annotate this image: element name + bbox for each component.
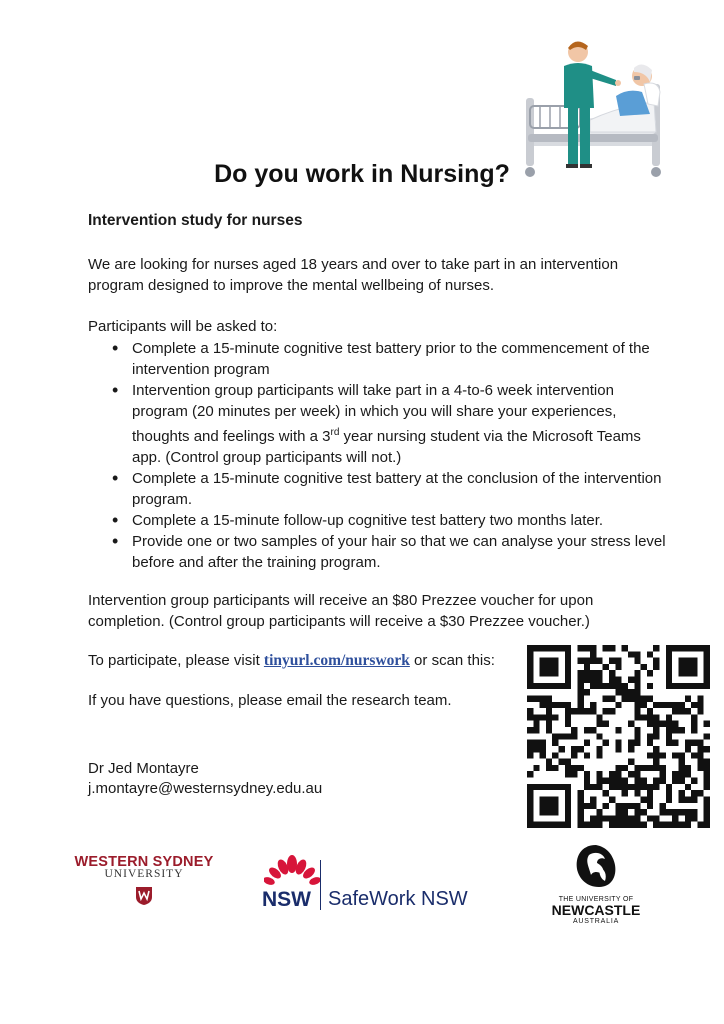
list-item-text: year nursing student via the Microsoft Teams app. (Control group participants will not.) <box>132 428 641 466</box>
newcastle-prefix: THE UNIVERSITY OF <box>558 896 634 903</box>
wsu-logo <box>74 854 214 911</box>
qr-code-icon[interactable] <box>527 645 710 828</box>
seahorse-icon <box>571 843 621 889</box>
study-link[interactable]: tinyurl.com/nurswork <box>263 652 410 669</box>
participate-text: To participate, please visit <box>88 652 264 669</box>
newcastle-name: NEWCASTLE <box>551 902 641 918</box>
reward-paragraph: Intervention group participants will receive an $80 Prezzee voucher for upon completion. (Control group participants will receive a $30 Prezzee voucher.) <box>88 592 594 630</box>
list-item <box>108 380 668 468</box>
list-item <box>108 338 668 380</box>
shield-icon <box>135 886 153 906</box>
list-item <box>108 510 668 531</box>
list-item <box>108 468 668 510</box>
superscript: rd <box>330 427 340 438</box>
waratah-icon <box>264 854 320 888</box>
signer-name: Dr Jed Montayre <box>88 760 199 777</box>
safework-wordmark: SafeWork NSW <box>328 888 468 910</box>
questions-line: If you have questions, please email the research team. <box>88 692 452 709</box>
page-title: Do you work in Nursing? <box>214 160 510 188</box>
requirements-list <box>108 338 668 573</box>
intro-paragraph: We are looking for nurses aged 18 years and over to take part in an intervention program designed to improve the mental wellbeing of nurses. <box>88 256 619 294</box>
list-item-text: Provide one or two samples of your hair so that we can analyse your stress level before and after the training program. <box>132 533 666 571</box>
list-item <box>108 531 668 573</box>
nsw-wordmark: NSW <box>262 888 311 911</box>
signer-email[interactable]: j.montayre@westernsydney.edu.au <box>88 780 323 797</box>
list-item-text: Complete a 15-minute follow-up cognitive test battery two months later. <box>132 512 604 529</box>
list-item-text: Complete a 15-minute cognitive test battery prior to the commencement of the intervention program <box>132 340 650 378</box>
logo-divider <box>320 860 321 910</box>
list-item-text: Complete a 15-minute cognitive test battery at the conclusion of the intervention program. <box>132 470 662 508</box>
participate-text-end: or scan this: <box>409 652 495 669</box>
list-item-text: Intervention group participants will take part in a 4-to-6 week intervention program (20 minutes per week) in which you will share your experiences, thoughts and feelings with a 3 <box>132 382 617 445</box>
asked-label: Participants will be asked to: <box>88 318 278 335</box>
safework-nsw-logo <box>262 854 477 914</box>
wsu-logo-sub: UNIVERSITY <box>104 868 184 880</box>
newcastle-logo <box>548 843 644 925</box>
newcastle-country: AUSTRALIA <box>572 918 620 925</box>
wsu-logo-name: WESTERN SYDNEY <box>74 854 214 870</box>
subtitle: Intervention study for nurses <box>88 212 303 229</box>
